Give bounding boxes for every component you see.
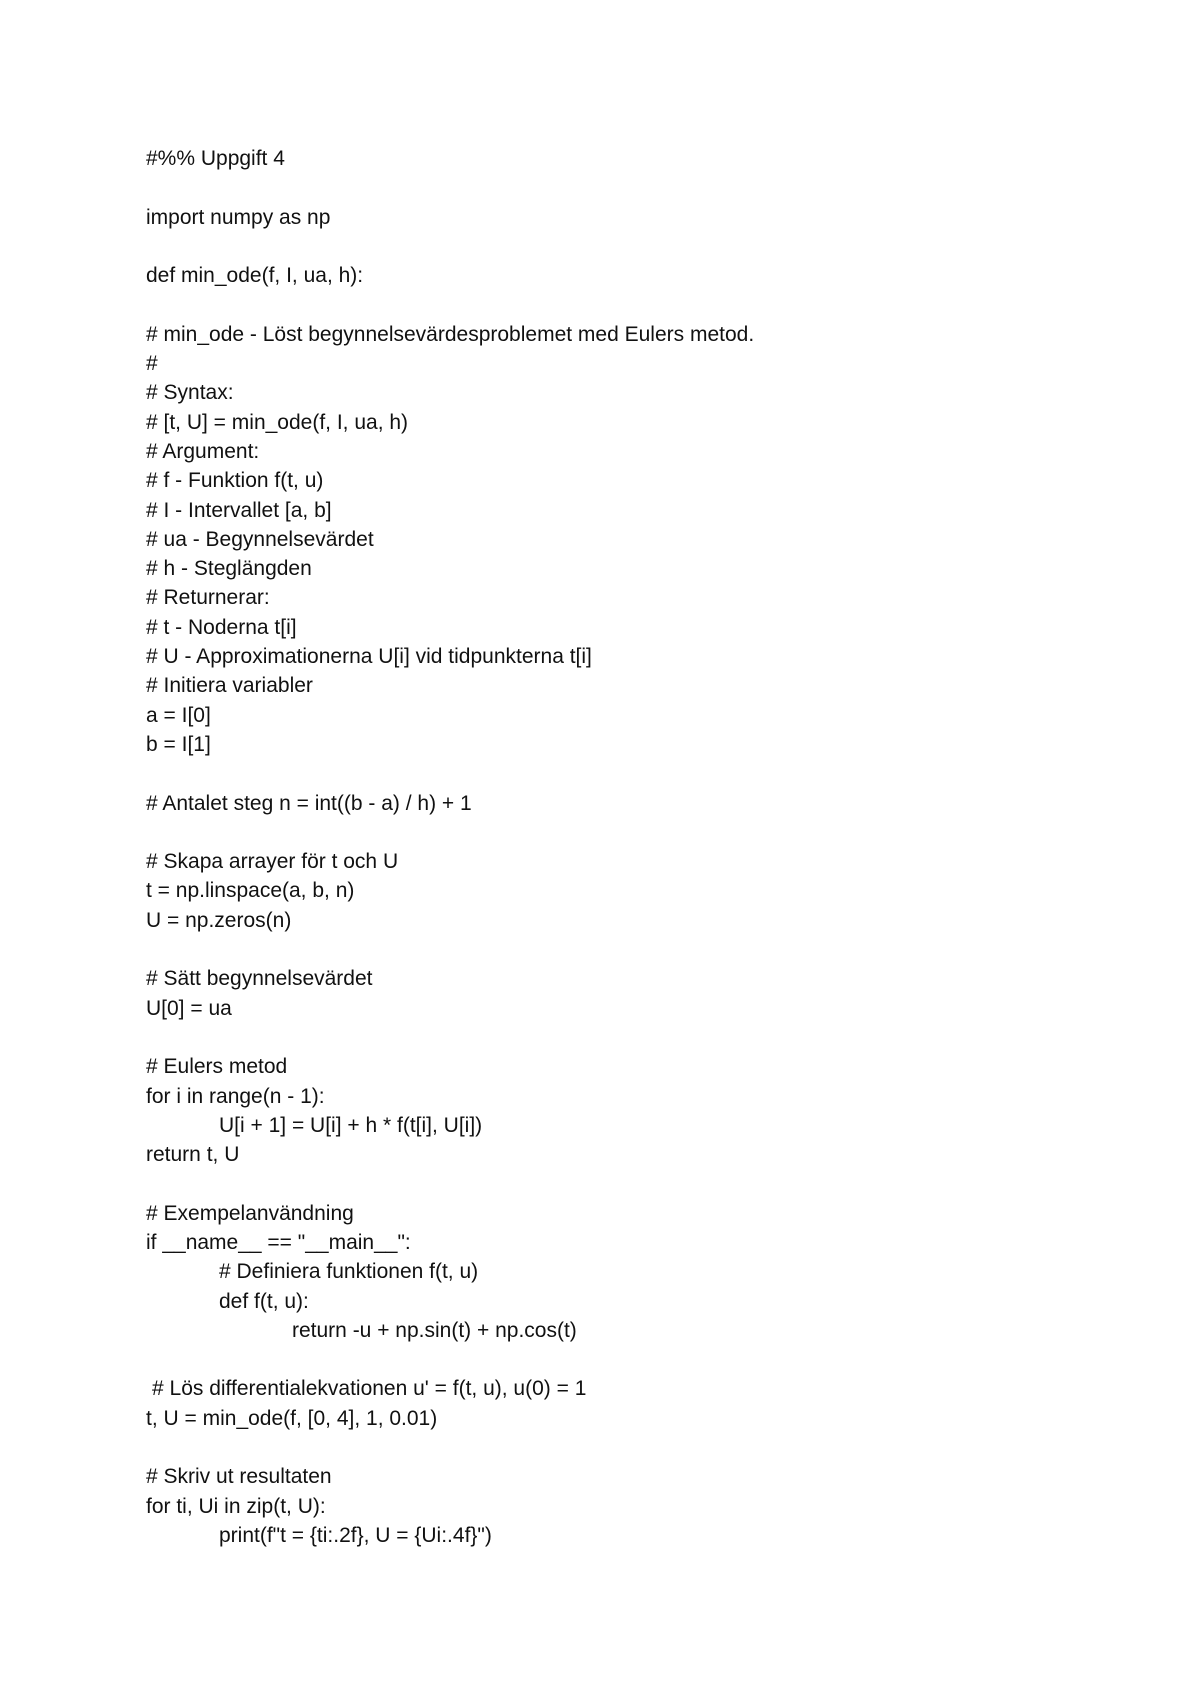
- code-line: U[0] = ua: [146, 996, 232, 1020]
- code-line-indented: U[i + 1] = U[i] + h * f(t[i], U[i]): [219, 1113, 483, 1137]
- comment-line: #: [146, 352, 158, 376]
- comment-line: # t - Noderna t[i]: [146, 615, 297, 639]
- code-line: b = I[1]: [146, 732, 211, 756]
- comment-line: # min_ode - Löst begynnelsevärdesproblemet med Eulers metod.: [146, 322, 755, 346]
- code-line: t, U = min_ode(f, [0, 4], 1, 0.01): [146, 1406, 438, 1430]
- blank-line: [146, 173, 1146, 202]
- comment-line-indented: # Definiera funktionen f(t, u): [219, 1260, 479, 1284]
- comment-line: # Argument:: [146, 439, 260, 463]
- comment-line: # Exempelanvändning: [146, 1201, 354, 1225]
- comment-line: # Skapa arrayer för t och U: [146, 850, 399, 874]
- function-definition: def min_ode(f, I, ua, h):: [146, 264, 364, 288]
- import-line: import numpy as np: [146, 205, 331, 229]
- main-guard-line: if __name__ == "__main__":: [146, 1230, 411, 1254]
- code-line: t = np.linspace(a, b, n): [146, 879, 355, 903]
- return-line: return t, U: [146, 1143, 240, 1167]
- blank-line: [146, 1169, 1146, 1198]
- comment-line: # Syntax:: [146, 381, 234, 405]
- blank-line: [146, 1345, 1146, 1374]
- comment-line: # f - Funktion f(t, u): [146, 469, 324, 493]
- comment-line: # Lös differentialekvationen u' = f(t, u), u(0) = 1: [152, 1377, 587, 1401]
- comment-line: # Antalet steg n = int((b - a) / h) + 1: [146, 791, 472, 815]
- print-line-indented: print(f"t = {ti:.2f}, U = {Ui:.4f}"): [219, 1523, 492, 1547]
- blank-line: [146, 935, 1146, 964]
- blank-line: [146, 290, 1146, 319]
- loop-line: for i in range(n - 1):: [146, 1084, 325, 1108]
- code-listing: [146, 144, 1146, 1550]
- comment-line: # Initiera variabler: [146, 674, 313, 698]
- comment-line: # h - Steglängden: [146, 557, 312, 581]
- comment-line: # Eulers metod: [146, 1055, 288, 1079]
- comment-line: # I - Intervallet [a, b]: [146, 498, 332, 522]
- function-definition-indented: def f(t, u):: [219, 1289, 309, 1313]
- comment-line: # ua - Begynnelsevärdet: [146, 527, 374, 551]
- comment-line: # Sätt begynnelsevärdet: [146, 967, 373, 991]
- comment-line: # U - Approximationerna U[i] vid tidpunkterna t[i]: [146, 645, 592, 669]
- return-line-indented: return -u + np.sin(t) + np.cos(t): [292, 1318, 577, 1342]
- blank-line: [146, 1023, 1146, 1052]
- blank-line: [146, 759, 1146, 788]
- blank-line: [146, 818, 1146, 847]
- blank-line: [146, 1433, 1146, 1462]
- blank-line: [146, 232, 1146, 261]
- comment-line: # [t, U] = min_ode(f, I, ua, h): [146, 410, 409, 434]
- code-line: a = I[0]: [146, 703, 211, 727]
- loop-line: for ti, Ui in zip(t, U):: [146, 1494, 326, 1518]
- comment-line: # Returnerar:: [146, 586, 270, 610]
- code-line: U = np.zeros(n): [146, 908, 292, 932]
- comment-line: # Skriv ut resultaten: [146, 1465, 332, 1489]
- cell-marker: #%% Uppgift 4: [146, 147, 285, 170]
